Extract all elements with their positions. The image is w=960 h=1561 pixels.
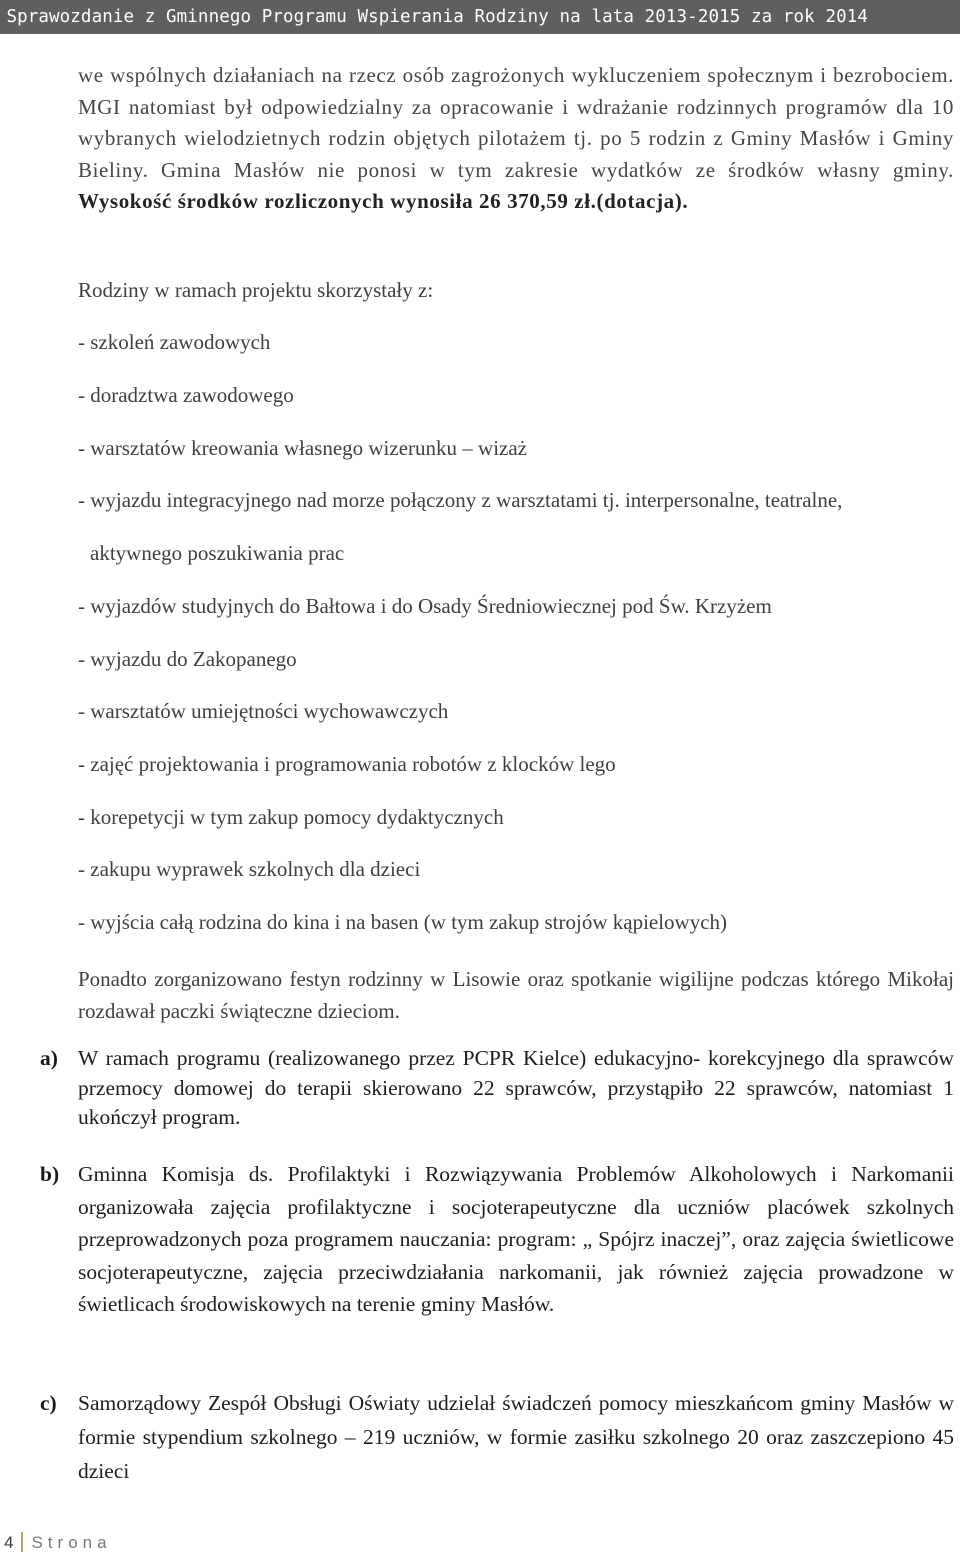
list-item: - wyjazdu do Zakopanego [78,647,297,671]
list-item: aktywnego poszukiwania prac [90,541,345,565]
list-item: - zakupu wyprawek szkolnych dla dzieci [78,857,421,881]
list-item: - doradztwa zawodowego [78,383,294,407]
item-letter: b) [40,1162,60,1186]
list-item: - szkoleń zawodowych [78,330,271,354]
intro-bold-amount: Wysokość środków rozliczonych wynosiła 26 370,59 zł.(dotacja). [78,189,689,213]
list-item: - warsztatów kreowania własnego wizerunku – wizaż [78,436,527,460]
benefits-heading: Rodziny w ramach projektu skorzystały z: [78,278,434,302]
page-label: Strona [31,1533,112,1552]
list-item: - warsztatów umiejętności wychowawczych [78,699,449,723]
item-text: Gminna Komisja ds. Profilaktyki i Rozwiązywania Problemów Alkoholowych i Narkomanii organizowała zajęcia profilaktyczne i socjoterapeutyczne dla uczniów placówek szkolnych przeprowadzonych poza programem nauczania: program: „ Spójrz inaczej”, oraz zajęcia świetlicowe socjoterapeutyczne, zajęcia przeciwdziałania narkomanii, jak również zajęcia prowadzone w świetlicach środowiskowych na terenie gminy Masłów. [78,1162,954,1316]
header-title: Sprawozdanie z Gminnego Programu Wspierania Rodziny na lata 2013-2015 za rok 2014 [6,7,868,27]
lettered-item-a [40,1044,954,1133]
lettered-item-c [40,1386,954,1488]
item-text: W ramach programu (realizowanego przez PCPR Kielce) edukacyjno- korekcyjnego dla sprawców przemocy domowej do terapii skierowano 22 sprawców, przystąpiło 22 sprawców, natomiast 1 ukończył program. [78,1046,954,1129]
closing-paragraph: Ponadto zorganizowano festyn rodzinny w Lisowie oraz spotkanie wigilijne podczas którego Mikołaj rozdawał paczki świąteczne dzieciom. [78,967,954,1023]
page-footer [4,1530,112,1556]
list-item: - zajęć projektowania i programowania robotów z klocków lego [78,752,616,776]
item-letter: a) [40,1046,58,1070]
document-header [0,0,960,34]
list-item: - korepetycji w tym zakup pomocy dydaktycznych [78,805,504,829]
list-item: - wyjazdu integracyjnego nad morze połączony z warsztatami tj. interpersonalne, teatralne, [78,488,843,512]
intro-text: we wspólnych działaniach na rzecz osób zagrożonych wykluczeniem społecznym i bezrobociem. MGI natomiast był odpowiedzialny za opracowanie i wdrażanie rodzinnych programów dla 10 wybranych wielodzietnych rodzin objętych pilotażem tj. po 5 rodzin z Gminy Masłów i Gminy Bieliny. Gmina Masłów nie ponosi w tym zakresie wydatków ze środków własny gminy. [78,63,954,182]
footer-separator [21,1532,23,1552]
item-text: Samorządowy Zespół Obsługi Oświaty udzielał świadczeń pomocy mieszkańcom gminy Masłów w formie stypendium szkolnego – 219 uczniów, w formie zasiłku szkolnego 20 oraz zaszczepiono 45 dzieci [78,1391,954,1483]
page-content [40,60,954,1483]
page-number: 4 [4,1533,14,1552]
intro-paragraph [78,60,954,218]
list-item: - wyjścia całą rodzina do kina i na basen (w tym zakup strojów kąpielowych) [78,910,728,934]
lettered-item-b [40,1158,954,1321]
list-item: - wyjazdów studyjnych do Bałtowa i do Osady Średniowiecznej pod Św. Krzyżem [78,594,772,618]
item-letter: c) [40,1391,57,1415]
